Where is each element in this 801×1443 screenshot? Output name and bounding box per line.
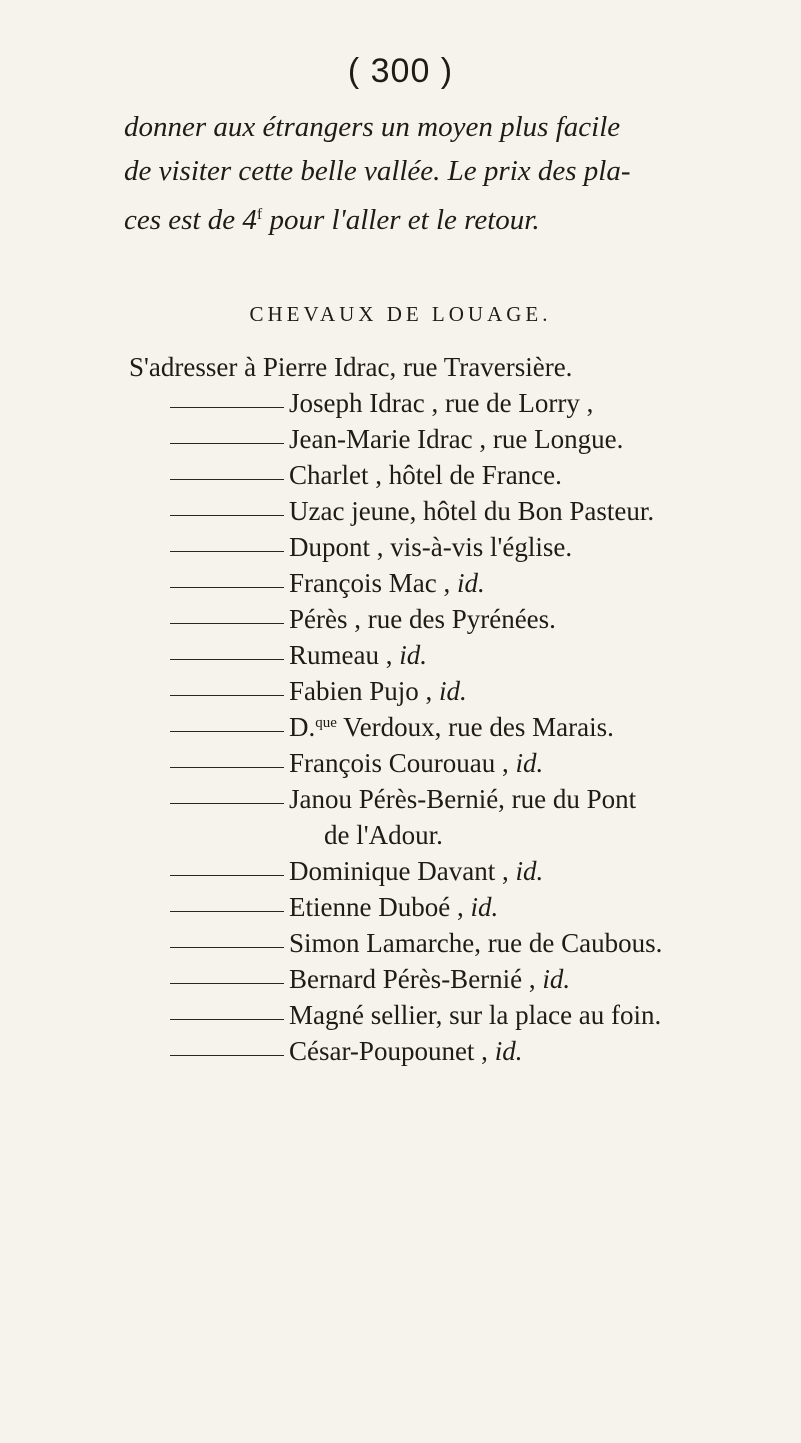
franc-superscript: f	[256, 206, 263, 223]
entry-text: Charlet , hôtel de France.	[289, 460, 562, 490]
list-item	[0, 532, 801, 568]
ditto-dash	[170, 515, 284, 516]
entry-text: Rumeau ,	[289, 640, 400, 670]
ditto-dash	[170, 695, 284, 696]
entry-line	[289, 856, 543, 887]
idem-abbrev: id.	[515, 748, 544, 778]
list-item	[0, 856, 801, 892]
ditto-dash	[170, 479, 284, 480]
entry-text: Bernard Pérès-Bernié ,	[289, 964, 543, 994]
entry-prefix: D.	[289, 712, 316, 742]
entry-line	[289, 676, 467, 707]
ditto-dash	[170, 1019, 284, 1020]
ditto-dash	[170, 551, 284, 552]
ditto-dash	[170, 911, 284, 912]
list-lead: S'adresser à Pierre Idrac, rue Traversière.	[129, 352, 573, 382]
idem-abbrev: id.	[470, 892, 499, 922]
entry-text: François Courouau ,	[289, 748, 516, 778]
entry-text: François Mac ,	[289, 568, 457, 598]
entry-text: Dupont , vis-à-vis l'église.	[289, 532, 573, 562]
page-number: ( 300 )	[347, 52, 454, 90]
list-item	[0, 460, 801, 496]
ditto-dash	[170, 731, 284, 732]
ditto-dash	[170, 983, 284, 984]
idem-abbrev: id.	[399, 640, 427, 670]
entry-line	[289, 568, 485, 599]
entry-text: Dominique Davant ,	[289, 856, 516, 886]
idem-abbrev: id.	[456, 568, 485, 598]
entry-text: Etienne Duboé ,	[289, 892, 471, 922]
entry-text: Simon Lamarche, rue de Caubous.	[289, 928, 663, 958]
list-item	[0, 1000, 801, 1036]
idem-abbrev: id.	[515, 856, 544, 886]
list-item	[0, 784, 801, 820]
list-item	[0, 640, 801, 676]
entry-line	[289, 1036, 522, 1067]
list-item-continuation	[0, 820, 801, 856]
entry-line	[289, 712, 614, 743]
entry-text: Magné sellier, sur la place au foin.	[289, 1000, 662, 1030]
entry-line	[289, 748, 543, 779]
intro-line: de visiter cette belle vallée. Le prix des pla-	[124, 155, 631, 187]
entry-line	[289, 892, 498, 923]
entry-text: César-Poupounet ,	[289, 1036, 495, 1066]
ditto-dash	[170, 659, 284, 660]
idem-abbrev: id.	[439, 676, 467, 706]
list-item	[0, 676, 801, 712]
ditto-dash	[170, 803, 284, 804]
list-item	[0, 388, 801, 424]
list-item	[0, 424, 801, 460]
entry-text: Janou Pérès-Bernié, rue du Pont	[289, 784, 637, 814]
ditto-dash	[170, 407, 284, 408]
ditto-dash	[170, 767, 284, 768]
ditto-dash	[170, 1055, 284, 1056]
ditto-dash	[170, 623, 284, 624]
intro-line: donner aux étrangers un moyen plus facile	[124, 111, 621, 143]
list-item	[0, 964, 801, 1000]
intro-paragraph	[124, 105, 744, 242]
entry-superscript: que	[315, 715, 337, 731]
entry-text: Pérès , rue des Pyrénées.	[289, 604, 556, 634]
list-item	[0, 748, 801, 784]
intro-line	[124, 193, 744, 242]
intro-text: ces est de 4	[124, 204, 257, 236]
ditto-dash	[170, 443, 284, 444]
idem-abbrev: id.	[542, 964, 571, 994]
list-item	[0, 496, 801, 532]
section-heading: CHEVAUX DE LOUAGE.	[249, 302, 552, 326]
list-item	[0, 568, 801, 604]
intro-text: pour l'aller et le retour.	[262, 204, 540, 236]
list-item	[0, 892, 801, 928]
entry-line	[289, 964, 570, 995]
entry-text: Fabien Pujo ,	[289, 676, 440, 706]
ditto-dash	[170, 947, 284, 948]
entry-continuation: de l'Adour.	[324, 820, 443, 850]
entry-text: Joseph Idrac , rue de Lorry ,	[289, 388, 594, 418]
ditto-dash	[170, 587, 284, 588]
list-item	[0, 1036, 801, 1072]
entry-text: Verdoux, rue des Marais.	[336, 712, 614, 742]
ditto-dash	[170, 875, 284, 876]
idem-abbrev: id.	[494, 1036, 523, 1066]
entry-text: Uzac jeune, hôtel du Bon Pasteur.	[289, 496, 655, 526]
list-item	[0, 712, 801, 748]
entry-text: Jean-Marie Idrac , rue Longue.	[289, 424, 624, 454]
list-item	[0, 604, 801, 640]
list-item	[0, 928, 801, 964]
entry-line	[289, 640, 427, 671]
